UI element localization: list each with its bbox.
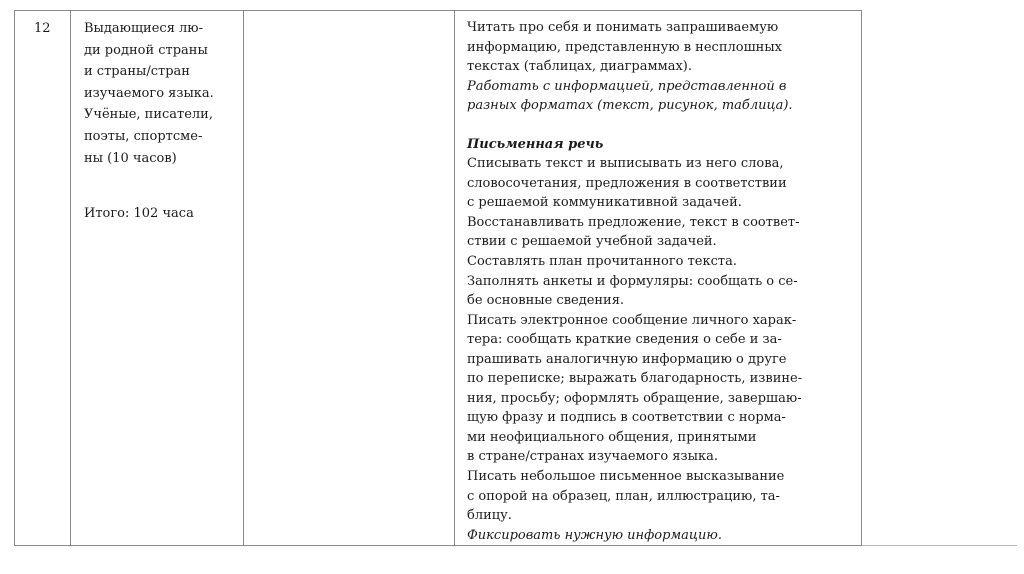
writing-activities (467, 154, 861, 545)
topic-line: изучаемого языка. (84, 85, 214, 101)
activity-line: бе основные сведения. (467, 293, 625, 309)
activity-line: Заполнять анкеты и формуляры: сообщать о се- (467, 273, 798, 289)
activity-line: Фиксировать нужную информацию. (467, 527, 722, 543)
topic-line: Учёные, писатели, (84, 107, 213, 123)
row-number: 12 (34, 21, 51, 36)
activity-line: прашивать аналогичную информацию о друге (467, 351, 787, 367)
row-number-cell (15, 11, 71, 546)
activity-line: словосочетания, предложения в соответствии (467, 175, 787, 191)
activity-line: Читать про себя и понимать запрашиваемую (467, 20, 779, 35)
topic-line: поэты, спортсме- (84, 128, 203, 144)
table-row (15, 11, 862, 546)
program-table (14, 10, 862, 546)
activity-line: ми неофициального общения, принятыми (467, 429, 757, 445)
activities-cell (455, 11, 862, 546)
activity-line: щую фразу и подпись в соответствии с норма- (467, 410, 786, 426)
activity-line: тера: сообщать краткие сведения о себе и за- (467, 332, 782, 348)
writing-heading: Письменная речь (467, 136, 604, 152)
activity-line: по переписке; выражать благодарность, извине- (467, 371, 803, 387)
activity-line: Писать небольшое письменное высказывание (467, 469, 785, 485)
activity-line: текстах (таблицах, диаграммах). (467, 59, 692, 75)
topic-line: Выдающиеся лю- (84, 21, 203, 36)
activity-line: Работать с информацией, представленной в (467, 78, 787, 94)
activity-line: с опорой на образец, план, иллюстрацию, та- (467, 488, 780, 504)
activity-line: информацию, представленную в несплошных (467, 39, 782, 55)
activity-line: в стране/странах изучаемого языка. (467, 449, 718, 465)
reading-activities (467, 18, 861, 116)
topic-line: и страны/стран (84, 64, 190, 80)
total-hours: Итого: 102 часа (84, 206, 194, 222)
activity-line: Составлять план прочитанного текста. (467, 254, 737, 270)
activity-line: ствии с решаемой учебной задачей. (467, 234, 717, 250)
activity-line: ния, просьбу; оформлять обращение, завершаю- (467, 390, 802, 406)
activity-line: блицу. (467, 508, 512, 524)
activity-line: Восстанавливать предложение, текст в соответ- (467, 214, 800, 230)
empty-cell (244, 11, 455, 546)
topic-cell (71, 11, 244, 546)
topic-line: ны (10 часов) (84, 150, 177, 166)
activity-line: разных форматах (текст, рисунок, таблица). (467, 98, 793, 114)
topic-line: ди родной страны (84, 42, 208, 58)
activity-line: Писать электронное сообщение личного харак- (467, 312, 797, 328)
activity-line: с решаемой коммуникативной задачей. (467, 195, 742, 211)
activity-line: Списывать текст и выписывать из него слова, (467, 156, 784, 172)
